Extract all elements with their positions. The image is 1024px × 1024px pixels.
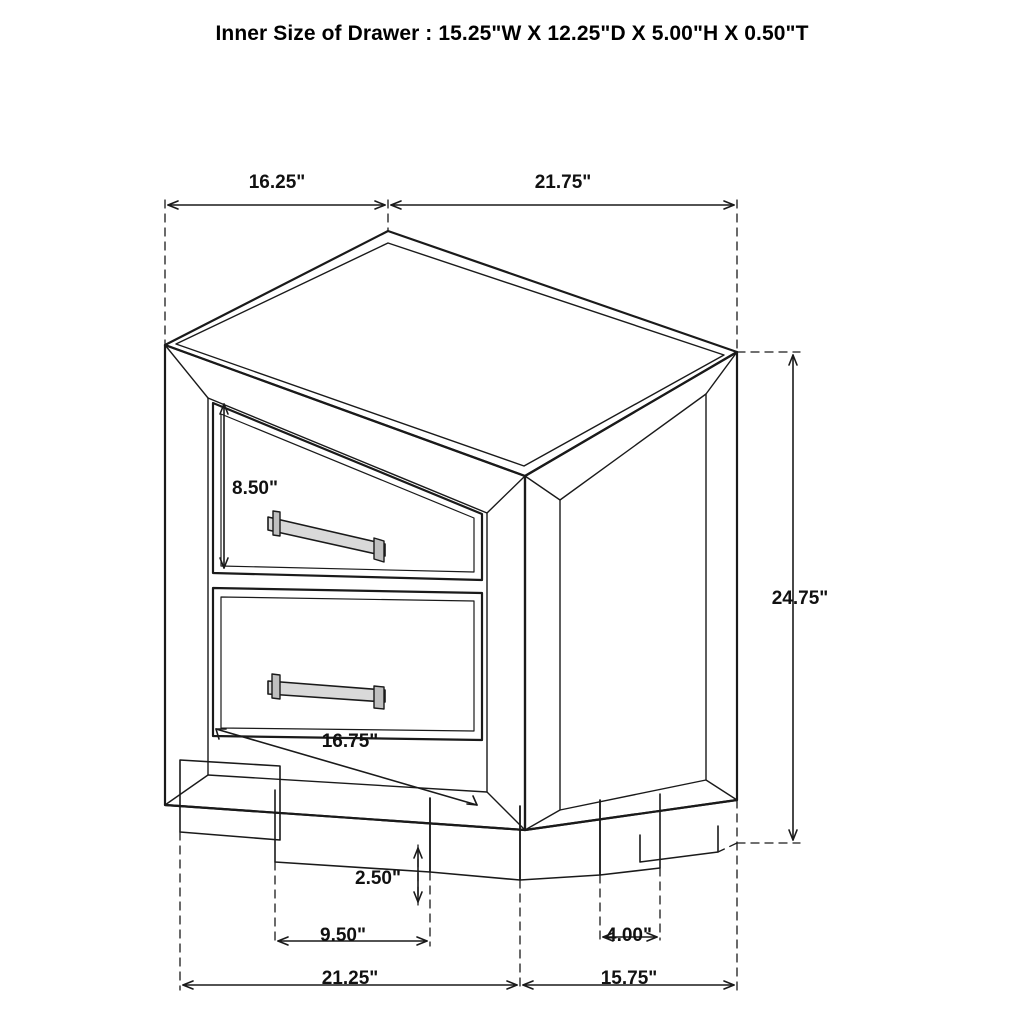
- dimension-label-leg-height: 2.50": [355, 868, 401, 889]
- drawer-lower: [213, 588, 482, 740]
- cabinet-side-face: [525, 352, 737, 830]
- dimension-label-drawer-height: 8.50": [232, 478, 278, 499]
- handle-lower: [268, 674, 385, 709]
- dimension-label-leg-span-front: 9.50": [320, 925, 366, 946]
- dimension-label-overall-height: 24.75": [771, 588, 829, 609]
- dimension-label-top-width: 21.75": [534, 172, 592, 193]
- handle-upper: [268, 511, 385, 562]
- cabinet-top: [165, 231, 737, 476]
- dimension-label-leg-span-side: 4.00": [606, 925, 652, 946]
- dimension-label-overall-depth: 15.75": [600, 968, 658, 989]
- page-title: Inner Size of Drawer : 15.25"W X 12.25"D X 5.00"H X 0.50"T: [215, 22, 809, 45]
- dimension-label-top-depth: 16.25": [248, 172, 306, 193]
- dimension-label-overall-width: 21.25": [321, 968, 379, 989]
- dimension-label-drawer-width: 16.75": [321, 731, 379, 752]
- cabinet-side-bevel: [525, 352, 737, 830]
